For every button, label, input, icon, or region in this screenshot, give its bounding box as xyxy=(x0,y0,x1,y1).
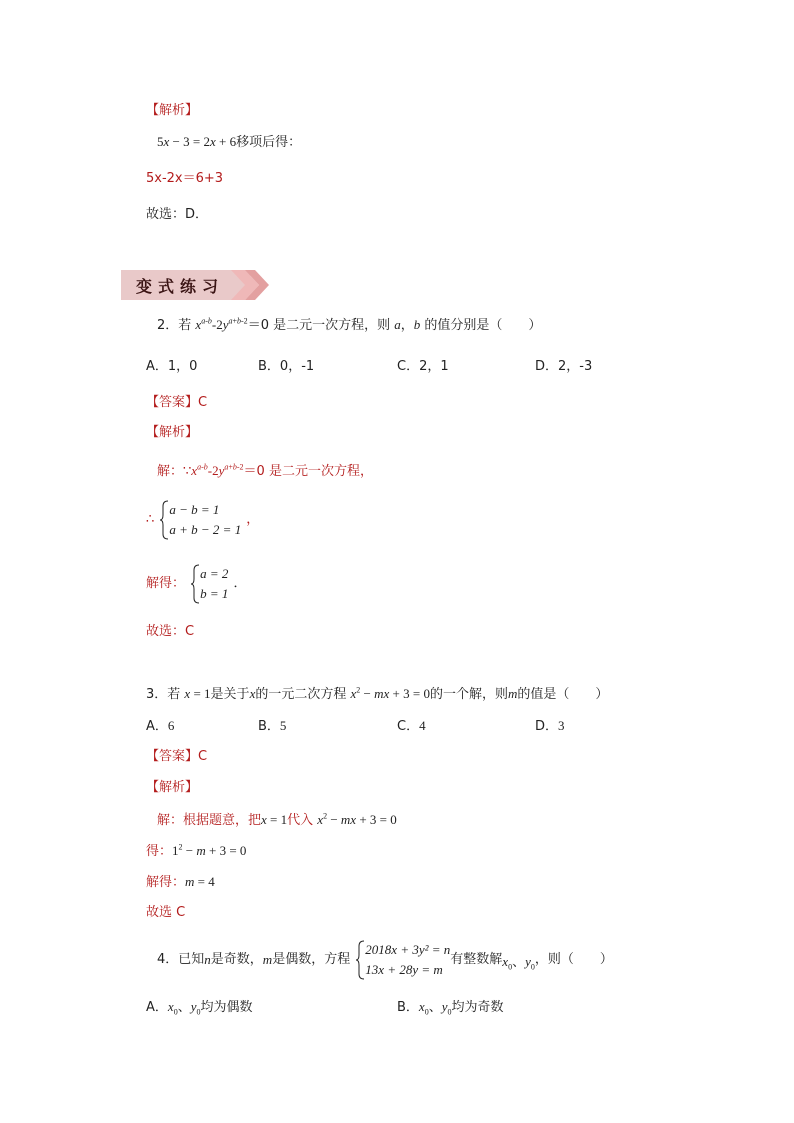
q2-sys1-row2: a + b − 2 = 1 xyxy=(169,522,242,537)
q3-sol-eq: $x^2$ − mx + 3 = 0 xyxy=(317,811,397,827)
q2-option-d[interactable]: D．2，-3 xyxy=(535,359,593,374)
q2-sys1-row1: a − b = 1 xyxy=(169,502,220,517)
q3-get-line xyxy=(146,842,246,861)
equation-suffix: 移项后得： xyxy=(236,135,302,150)
choice-line: 故选：D． xyxy=(146,207,209,222)
q2-solution-line xyxy=(157,462,373,481)
q2-stem-mid: ＝0 是二元一次方程，则 xyxy=(247,318,391,333)
q2-stem xyxy=(157,316,541,335)
q4-stem-3: 有整数解 xyxy=(450,952,503,967)
q4-stem-1: 是奇数， xyxy=(210,952,263,967)
q3-stem-2: 的一元二次方程 xyxy=(255,687,347,702)
q3-sol-2: 代入 xyxy=(287,813,314,828)
q3-option-c-value: 4 xyxy=(419,718,426,733)
analysis-label: 【解析】 xyxy=(146,103,199,118)
q3-get-label: 得： xyxy=(146,844,173,859)
q4-option-b-tail: 均为奇数 xyxy=(451,1000,504,1015)
q4-option-b[interactable] xyxy=(397,998,504,1017)
q4-option-a-label: A． xyxy=(146,1000,168,1015)
q4-option-a[interactable] xyxy=(146,998,253,1017)
q3-solution-line xyxy=(157,811,397,830)
q3-option-b-label: B． xyxy=(258,719,280,734)
q4-x0-y0: $x_0$、$y_0$ xyxy=(502,953,535,972)
q2-system-1 xyxy=(146,500,259,540)
q2-sol-suffix: ＝0 是二元一次方程， xyxy=(243,464,373,479)
q3-stem-4: 的值是（ ） xyxy=(517,687,609,702)
q3-number: 3．若 xyxy=(146,687,181,702)
q2-answer xyxy=(146,394,207,412)
q3-equation: $x^2$ − mx + 3 = 0 xyxy=(350,685,430,701)
q4-var-n: n xyxy=(204,952,211,967)
q2-option-b[interactable]: B．0，-1 xyxy=(258,359,315,374)
q2-stem-end: 的值分别是（ ） xyxy=(424,318,542,333)
result-line: 5x-2x＝6+3 xyxy=(146,171,224,186)
q2-option-c[interactable]: C．2，1 xyxy=(397,359,449,374)
q3-option-a-value: 6 xyxy=(167,718,175,733)
q3-option-b-value: 5 xyxy=(279,718,287,733)
q2-sys2-tail: ． xyxy=(233,576,247,591)
q4-system xyxy=(355,940,450,980)
q3-sol-x1: x = 1 xyxy=(261,812,288,827)
q2-solve-label: 解得： xyxy=(146,576,186,591)
brace-icon xyxy=(190,564,200,604)
brace-icon xyxy=(159,500,169,540)
q4-sys-row2: 13x + 28y = m xyxy=(365,962,443,977)
brace-icon xyxy=(355,940,365,980)
q3-solve-line xyxy=(146,873,215,892)
q3-option-d[interactable] xyxy=(535,717,565,736)
equation-line xyxy=(157,133,301,152)
q3-option-b[interactable] xyxy=(258,717,286,736)
q4-stem xyxy=(157,940,613,980)
q3-var-x: x xyxy=(249,686,256,701)
q4-stem-4: ，则（ ） xyxy=(534,952,613,967)
q3-stem xyxy=(146,685,608,704)
q2-option-a[interactable]: A．1，0 xyxy=(146,359,198,374)
q3-answer xyxy=(146,748,207,766)
q2-system-2 xyxy=(146,564,247,604)
q3-option-d-label: D． xyxy=(535,719,559,734)
q4-var-m: m xyxy=(262,952,273,967)
q2-sol-expr: $x^{a-b}-2y^{a+b-2}$ xyxy=(191,462,244,478)
q4-option-a-vars: $x_0$、$y_0$ xyxy=(167,999,201,1017)
q3-sol-1: 解：根据题意，把 xyxy=(157,813,262,828)
q4-sys-row1: 2018x + 3y² = n xyxy=(365,942,451,957)
q3-stem-1: 是关于 xyxy=(210,687,250,702)
q2-var-a: a xyxy=(394,317,401,332)
q3-x-equals-1: x = 1 xyxy=(184,686,211,701)
equation-math: 5x − 3 = 2x + 6 xyxy=(157,134,237,149)
q4-option-a-tail: 均为偶数 xyxy=(200,1000,253,1015)
q3-get-expr: $1^2 - m + 3 = 0$ xyxy=(172,842,247,858)
q3-solve-label: 解得： xyxy=(146,875,186,890)
q2-sys2-row1: a = 2 xyxy=(200,566,229,581)
q4-option-b-label: B． xyxy=(397,1000,419,1015)
q4-stem-2: 是偶数，方程 xyxy=(272,952,351,967)
q3-answer-label: 【答案】 xyxy=(146,749,199,764)
q2-sol-prefix: 解：∵ xyxy=(157,464,192,479)
q3-option-c[interactable] xyxy=(397,717,426,736)
q3-option-a-label: A． xyxy=(146,719,168,734)
q3-option-a[interactable] xyxy=(146,717,174,736)
q4-number: 4．已知 xyxy=(157,952,205,967)
q3-solve-expr: m = 4 xyxy=(185,874,215,889)
q3-stem-3: 的一个解，则 xyxy=(429,687,508,702)
q2-comma: ， xyxy=(400,318,414,333)
banner-label: 变式练习 xyxy=(136,277,225,296)
q2-expr: $x^{a-b}-2y^{a+b-2}$ xyxy=(195,316,248,332)
q3-answer-value: C xyxy=(198,749,208,764)
q2-number: 2．若 xyxy=(157,318,192,333)
q2-answer-value: C xyxy=(198,395,208,410)
q2-system-2-body xyxy=(190,564,228,604)
q2-analysis-label: 【解析】 xyxy=(146,425,199,440)
q2-system-1-body xyxy=(159,500,241,540)
q3-choice: 故选 C xyxy=(146,905,186,920)
q3-option-d-value: 3 xyxy=(558,718,565,733)
q2-therefore: ∴ xyxy=(146,512,155,527)
q2-choice: 故选：C xyxy=(146,624,195,639)
q3-var-m: m xyxy=(507,686,518,701)
q2-answer-label: 【答案】 xyxy=(146,395,199,410)
q4-option-b-vars: $x_0$、$y_0$ xyxy=(418,999,452,1017)
q2-sys2-row2: b = 1 xyxy=(200,586,229,601)
q2-sys1-tail: ， xyxy=(246,512,260,527)
q3-analysis-label: 【解析】 xyxy=(146,780,199,795)
q3-option-c-label: C． xyxy=(397,719,420,734)
q2-var-b: b xyxy=(413,317,421,332)
